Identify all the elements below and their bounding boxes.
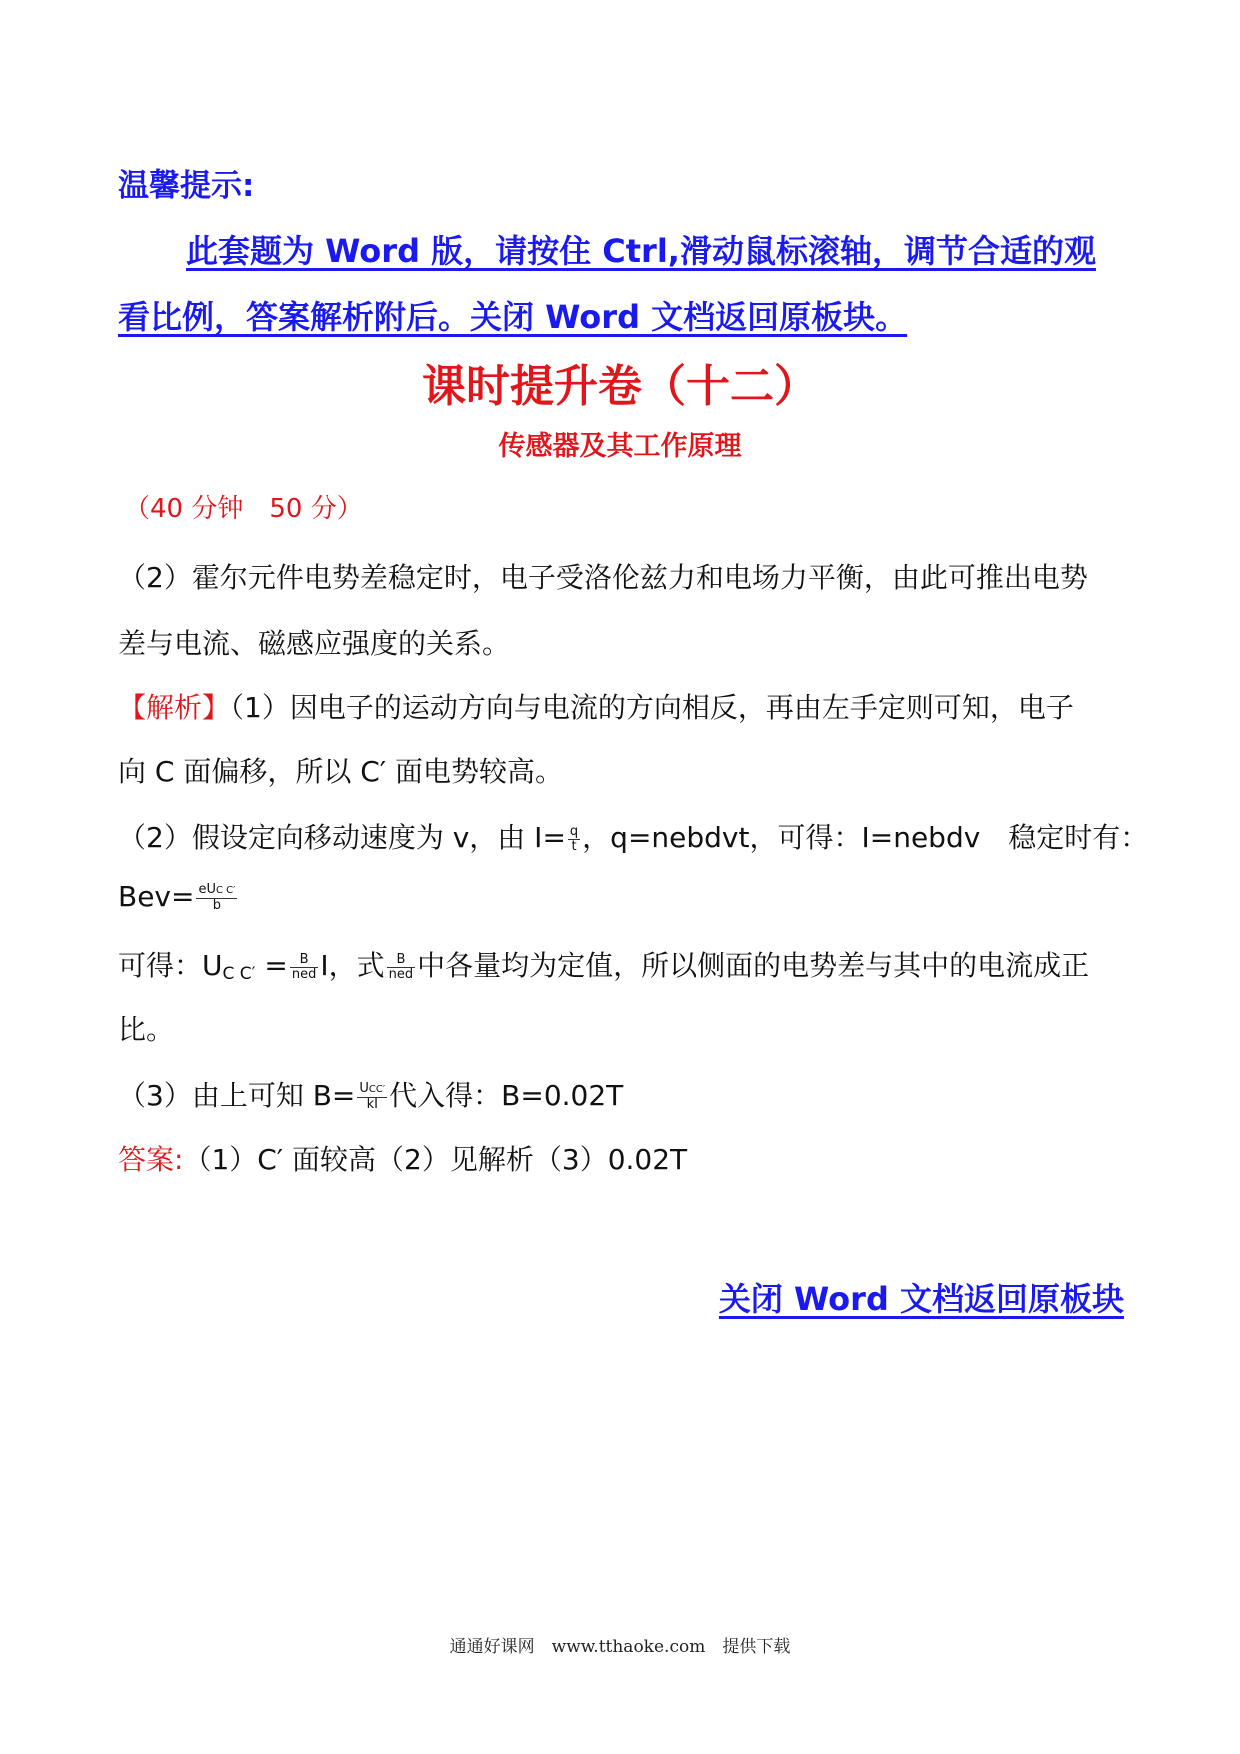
fraction-denominator: ned [388, 966, 414, 982]
fraction-u-over-ki [357, 1082, 387, 1112]
time-score-info: （40 分钟 50 分） [124, 494, 363, 524]
fraction-numerator-main: U [359, 1081, 369, 1096]
bev-text: Bev= [118, 880, 195, 913]
analysis-part-3-line [118, 1074, 623, 1114]
fraction-q-over-t [568, 825, 580, 854]
part-3-text-b: 代入得：B=0.02T [389, 1079, 624, 1112]
fraction-numerator: q [569, 823, 579, 839]
question-2-line-1: （2）霍尔元件电势差稳定时，电子受洛伦兹力和电场力平衡，由此可推出电势 [118, 561, 1088, 594]
fraction-numerator [357, 1082, 387, 1098]
fraction-b-over-ned-2 [387, 953, 416, 982]
derivation-line-1 [118, 944, 1089, 984]
answer-label: 答案: [118, 1143, 184, 1176]
tip-heading: 温馨提示: [118, 168, 255, 204]
derive-text-a: 可得：U [118, 949, 223, 982]
part-2-text-b: ，q=nebdvt，可得：I=nebdv 稳定时有： [582, 821, 1149, 854]
fraction-b-over-ned [290, 953, 319, 982]
derive-subscript: C C′ [222, 964, 256, 984]
fraction-numerator-sub: CC′ [368, 1084, 386, 1095]
answer-text: （1）C′ 面较高（2）见解析（3）0.02T [183, 1143, 688, 1176]
analysis-line-1 [118, 686, 1074, 726]
derive-text-d: 中各量均为定值，所以侧面的电势差与其中的电流成正 [417, 949, 1090, 982]
fraction-denominator: t [571, 838, 577, 854]
derive-text-b: = [255, 949, 288, 982]
document-title: 课时提升卷（十二） [422, 361, 818, 412]
analysis-line-2: 向 C 面偏移，所以 C′ 面电势较高。 [118, 755, 564, 788]
analysis-part-2-line [118, 816, 1148, 856]
fraction-numerator: B [290, 953, 319, 968]
part-3-text-a: （3）由上可知 B= [118, 1079, 356, 1112]
tip-link-line-1[interactable]: 此套题为 Word 版，请按住 Ctrl,滑动鼠标滚轴，调节合适的观 [186, 232, 1096, 270]
document-subtitle: 传感器及其工作原理 [498, 431, 742, 462]
bev-equation [118, 880, 239, 913]
fraction-numerator-main: eU [198, 882, 216, 897]
close-word-return-link[interactable]: 关闭 Word 文档返回原板块 [718, 1280, 1124, 1318]
fraction-numerator-sub: C C′ [215, 885, 236, 896]
fraction-denominator: b [212, 898, 222, 913]
derive-text-c: I，式 [320, 949, 385, 982]
fraction-numerator: B [387, 953, 416, 968]
part-2-text-a: （2）假设定向移动速度为 v，由 I= [118, 821, 566, 854]
question-2-line-2: 差与电流、磁感应强度的关系。 [118, 627, 511, 660]
fraction-numerator [196, 883, 237, 899]
analysis-text-1: （1）因电子的运动方向与电流的方向相反，再由左手定则可知，电子 [230, 691, 1074, 724]
page-footer: 通通好课网 www.tthaoke.com 提供下载 [449, 1637, 791, 1657]
fraction-eu-over-b [196, 883, 237, 913]
answer-line [118, 1138, 687, 1178]
tip-link-line-2[interactable]: 看比例，答案解析附后。关闭 Word 文档返回原板块。 [118, 298, 908, 336]
analysis-label: 【解析】 [118, 691, 231, 724]
derivation-line-2: 比。 [118, 1013, 175, 1046]
fraction-denominator: kI [366, 1097, 378, 1112]
fraction-denominator: ned [291, 966, 317, 982]
